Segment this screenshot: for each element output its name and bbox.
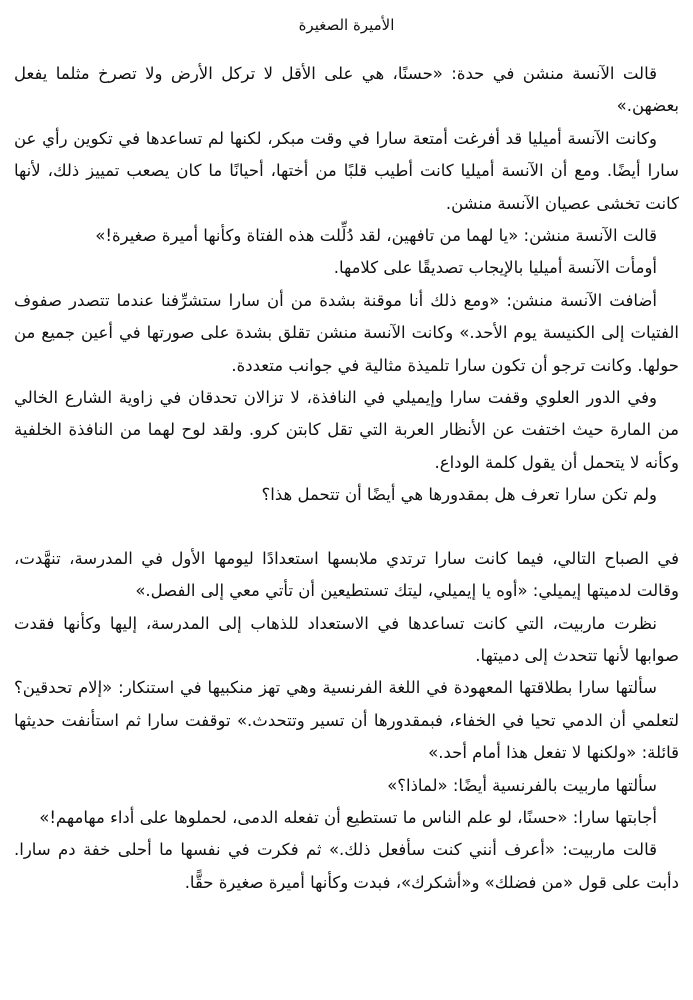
paragraph: سألتها سارا بطلاقتها المعهودة في اللغة الفرنسية وهي تهز منكبيها في استنكار: «إلام تحدقين؟ لتعلمي أن الدمي تحيا في الخفاء، فبمقدورها أن تسير وتتحدث.» توقفت سارا ثم استأنفت حديثها قائلة: «ولكنها لا تفعل هذا أمام أحد.»: [14, 678, 679, 763]
paragraph: وكانت الآنسة أميليا قد أفرغت أمتعة سارا في وقت مبكر، لكنها لم تساعدها في تكوين رأي عن سارا أيضًا. ومع أن الآنسة أميليا كانت أطيب قلبًا من أختها، أحيانًا ما كان يصعب تمييز ذلك، لأنها كانت تخشى عصيان الآنسة منشن.: [14, 128, 679, 213]
paragraph: أجابتها سارا: «حسنًا، لو علم الناس ما تستطيع أن تفعله الدمى، لحملوها على أداء مهامهم!»: [39, 807, 657, 827]
paragraph: في الصباح التالي، فيما كانت سارا ترتدي ملابسها استعدادًا ليومها الأول في المدرسة، تنهَّدت، وقالت لدميتها إيميلي: «أوه يا إيميلي، ليتك تستطيعين أن تأتي معي إلى الفصل.»: [14, 548, 679, 601]
paragraph: قالت ماربيت: «أعرف أنني كنت سأفعل ذلك.» ثم فكرت في نفسها ما أحلى خفة دم سارا. دأبت على قول «من فضلك» و«أشكرك»، فبدت وكأنها أميرة صغيرة حقًّا.: [14, 840, 679, 892]
paragraph: وفي الدور العلوي وقفت سارا وإيميلي في النافذة، لا تزالان تحدقان في زاوية الشارع الخالي من المارة حيث اختفت عن الأنظار العربة التي تقل كابتن كرو. ولقد لوح لهما من النافذة الخلفية وكأنه لا يتحمل أن يقول كلمة الوداع.: [14, 388, 679, 472]
running-header: الأميرة الصغيرة: [298, 16, 395, 34]
paragraph: قالت الآنسة منشن: «يا لهما من تافهين، لقد دُلِّلت هذه الفتاة وكأنها أميرة صغيرة!»: [95, 226, 657, 246]
paragraph: قالت الآنسة منشن في حدة: «حسنًا، هي على الأقل لا تركل الأرض ولا تصرخ مثلما يفعل بعضهن.»: [14, 64, 679, 116]
paragraph: نظرت ماربيت، التي كانت تساعدها في الاستعداد للذهاب إلى المدرسة، إليها وكأنها فقدت صوابها لأنها تتحدث إلى دميتها.: [14, 613, 679, 665]
paragraph: سألتها ماربيت بالفرنسية أيضًا: «لماذا؟»: [387, 775, 657, 795]
paragraph: أومأت الآنسة أميليا بالإيجاب تصديقًا على كلامها.: [333, 258, 657, 278]
paragraph: أضافت الآنسة منشن: «ومع ذلك أنا موقنة بشدة من أن سارا ستشرِّفنا عندما تتصدر صفوف الفتيات إلى الكنيسة يوم الأحد.» وكانت الآنسة منشن تقلق بشدة على صورتها في أعين جميع من حولها. وكانت ترجو أن تكون سارا تلميذة مثالية في جوانب متعددة.: [14, 290, 679, 375]
paragraph: ولم تكن سارا تعرف هل بمقدورها هي أيضًا أن تتحمل هذا؟: [261, 485, 657, 505]
body-text: [14, 58, 679, 899]
